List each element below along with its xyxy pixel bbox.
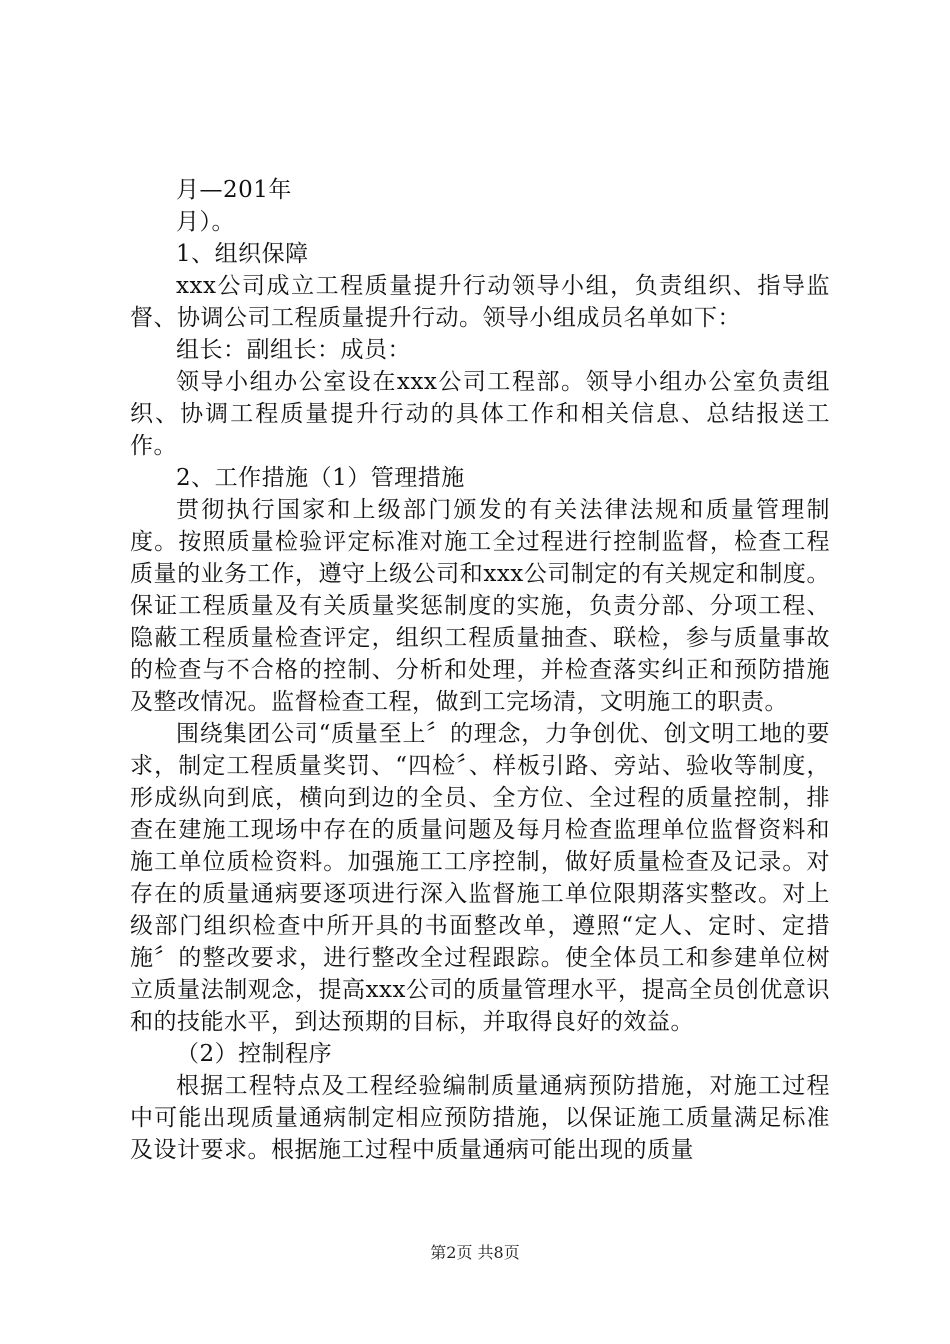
paragraph-date-range-start: 月—201年 — [176, 177, 292, 203]
heading-control-procedure: （2）控制程序 — [176, 1041, 333, 1067]
paragraph-management-measures: 贯彻执行国家和上级部门颁发的有关法律法规和质量管理制度。按照质量检验评定标准对施工全过程进行控制监督，检查工程质量的业务工作，遵守上级公司和xxx公司制定的有关规定和制度。保证工程质量及有关质量奖惩制度的实施，负责分部、分项工程、隐蔽工程质量检查评定，组织工程质量抽查、联检，参与质量事故的检查与不合格的控制、分析和处理，并检查落实纠正和预防措施及整改情况。监督检查工程，做到工完场清，文明施工的职责。 — [130, 497, 830, 715]
paragraph-prevention-measures: 根据工程特点及工程经验编制质量通病预防措施，对施工过程中可能出现质量通病制定相应预防措施，以保证施工质量满足标准及设计要求。根据施工过程中质量通病可能出现的质量 — [130, 1073, 830, 1163]
heading-organization-guarantee: 1、组织保障 — [176, 241, 309, 267]
page-number-footer: 第2页 共8页 — [430, 1243, 520, 1262]
paragraph-quality-control: 围绕集团公司“质量至上〞的理念，力争创优、创文明工地的要求，制定工程质量奖罚、“四检〞、样板引路、旁站、验收等制度，形成纵向到底，横向到边的全员、全方位、全过程的质量控制，排查在建施工现场中存在的质量问题及每月检查监理单位监督资料和施工单位质检资料。加强施工工序控制，做好质量检查及记录。对存在的质量通病要逐项进行深入监督施工单位限期落实整改。对上级部门组织检查中所开具的书面整改单，遵照“定人、定时、定措施〞的整改要求，进行整改全过程跟踪。使全体员工和参建单位树立质量法制观念，提高xxx公司的质量管理水平，提高全员创优意识和的技能水平，到达预期的目标，并取得良好的效益。 — [130, 721, 830, 1035]
paragraph-date-range-end: 月）。 — [176, 209, 235, 235]
paragraph-group-members: 组长：副组长：成员： — [176, 337, 411, 363]
paragraph-group-office: 领导小组办公室设在xxx公司工程部。领导小组办公室负责组织、协调工程质量提升行动的具体工作和相关信息、总结报送工作。 — [130, 369, 830, 459]
document-body — [130, 174, 830, 1166]
paragraph-leadership-group: xxx公司成立工程质量提升行动领导小组，负责组织、指导监督、协调公司工程质量提升行动。领导小组成员名单如下： — [130, 273, 830, 331]
heading-work-measures: 2、工作措施（1）管理措施 — [176, 465, 465, 491]
